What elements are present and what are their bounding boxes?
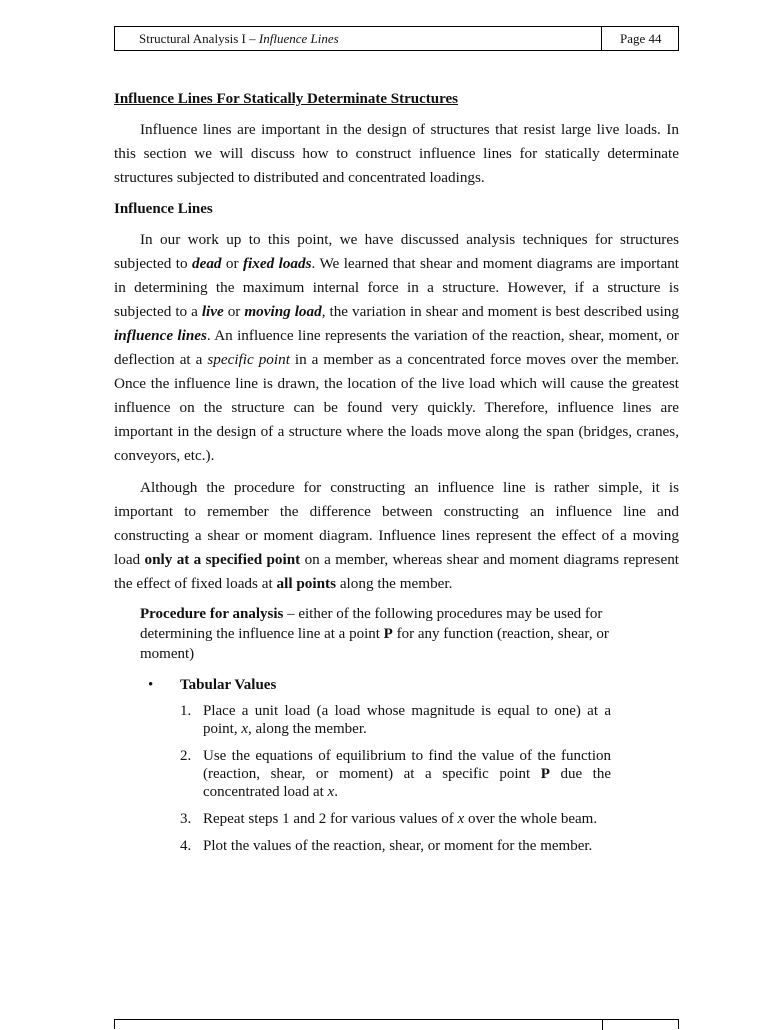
list-item (180, 810, 611, 828)
text-run: . We learned that shear and moment diagrams are important in determining the maximum internal force in a structure. However, if a structure is subjected to a (114, 255, 680, 320)
step-number: 3. (180, 811, 192, 827)
bullet-title: Tabular Values (180, 677, 277, 693)
term-fixed-loads: fixed loads (242, 255, 312, 272)
text-run: along the member. (336, 575, 453, 592)
text-run: Use the equations of equilibrium to find the value of the function (reaction, shear, or moment) at a specific point (203, 748, 611, 782)
term-dead: dead (191, 255, 222, 272)
text-run: or (221, 255, 243, 272)
step-number: 4. (180, 838, 192, 854)
list-item (180, 702, 611, 738)
step-text (203, 810, 611, 828)
section-heading: Influence Lines For Statically Determinate Structures (114, 91, 458, 107)
text-run: In our work up to this point, we have discussed analysis techniques for structures subjected to (114, 231, 679, 272)
point-p: P (383, 626, 393, 642)
step-text (203, 837, 611, 855)
step-text (203, 702, 611, 738)
step-number: 2. (180, 748, 192, 764)
text-run: Although the procedure for constructing an influence line is rather simple, it is important to remember the difference between constructing an influence line and constructing a shear or moment diagram. Influence lines represent the effect of a moving load (114, 479, 679, 568)
text-run: or (223, 303, 245, 320)
procedure-label: Procedure for analysis (140, 606, 284, 622)
subsection-heading: Influence Lines (114, 201, 213, 217)
bullet-tabular-values (148, 674, 679, 696)
text-run: , the variation in shear and moment is best described using (321, 303, 679, 320)
bullet-dot: • (148, 677, 154, 693)
text-run: , along the member. (248, 721, 367, 737)
term-influence-lines: influence lines (114, 327, 207, 344)
list-item (180, 837, 611, 855)
term-live: live (201, 303, 224, 320)
steps-list (180, 702, 611, 855)
text-run: in a member as a concentrated force moves over the member. Once the influence line is drawn, the location of the live load which will cause the greatest influence on the structure can be found very quickly. Therefore, influence lines are important in the design of a structure where the loads move along the span (bridges, cranes, conveyors, etc.). (114, 351, 679, 464)
text-run: Repeat steps 1 and 2 for various values of (203, 811, 458, 827)
variable-x: x (241, 721, 249, 737)
page-number: Page 44 (620, 31, 662, 46)
text-run: on a member, whereas shear and moment diagrams represent the effect of fixed loads at (114, 551, 680, 592)
text-run: for any function (reaction, shear, or moment) (140, 626, 609, 662)
term-specified-point: only at a specified point (144, 551, 301, 568)
paragraph-procedure-difference (114, 476, 679, 596)
page-header (114, 26, 679, 51)
variable-x: x (327, 784, 335, 800)
text-run: Place a unit load (a load whose magnitude is equal to one) at a point, (203, 703, 611, 737)
step-text (203, 747, 611, 801)
text-run: due the concentrated load at (203, 766, 611, 800)
term-specific-point: specific point (207, 351, 290, 368)
variable-x: x (457, 811, 465, 827)
list-item (180, 747, 611, 801)
text-run: – either of the following procedures may be used for determining the influence line at a point (140, 606, 603, 642)
point-p: P (540, 766, 550, 782)
term-all-points: all points (276, 575, 337, 592)
paragraph-influence-lines (114, 228, 679, 468)
text-run: . (334, 784, 338, 800)
header-topic: Influence Lines (258, 31, 339, 46)
header-course: Structural Analysis I – (139, 31, 259, 46)
footer-divider (602, 1020, 603, 1030)
term-moving-load: moving load (244, 303, 322, 320)
step-number: 1. (180, 703, 192, 719)
header-title (115, 27, 602, 50)
procedure-intro (140, 604, 651, 664)
text-run: Plot the values of the reaction, shear, or moment for the member. (203, 838, 593, 854)
intro-paragraph: Influence lines are important in the design of structures that resist large live loads. In this section we will discuss how to construct influence lines for statically determinate structures subjected to distributed and concentrated loadings. (114, 121, 679, 186)
document-body (114, 88, 679, 864)
page-footer-box (114, 1019, 679, 1029)
text-run: over the whole beam. (464, 811, 598, 827)
text-run: . An influence line represents the variation of the reaction, shear, moment, or deflection at a (114, 327, 679, 368)
